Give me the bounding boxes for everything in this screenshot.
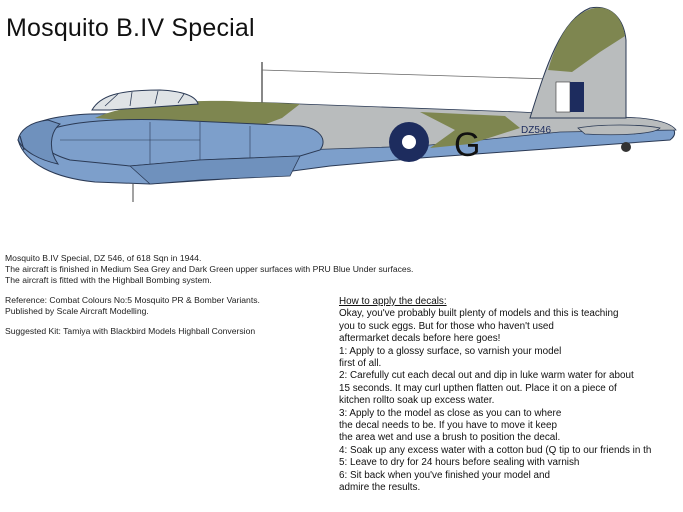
instruction-line: 6: Sit back when you've finished your model and xyxy=(339,469,551,481)
mosquito-side-profile xyxy=(0,0,683,240)
instruction-line: the area wet and use a brush to position the decal. xyxy=(339,432,561,444)
reference-line-1: Reference: Combat Colours No:5 Mosquito PR & Bomber Variants. xyxy=(5,295,260,305)
info-line-1: Mosquito B.IV Special, DZ 546, of 618 Sqn in 1944. xyxy=(5,253,202,263)
instruction-line: 2: Carefully cut each decal out and dip in luke warm water for about xyxy=(339,370,634,382)
instruction-line: admire the results. xyxy=(339,482,421,494)
code-letter: G xyxy=(454,126,481,164)
decal-instructions xyxy=(339,296,683,495)
instruction-line: first of all. xyxy=(339,358,382,370)
instruction-line: 3: Apply to the model as close as you can to where xyxy=(339,407,562,419)
instruction-line: the decal needs to be. If you have to move it keep xyxy=(339,420,557,432)
info-line-3: The aircraft is fitted with the Highball Bombing system. xyxy=(5,275,212,285)
instruction-line: 4: Soak up any excess water with a cotton bud (Q tip to our friends in th xyxy=(339,444,652,456)
instruction-line: Okay, you've probably built plenty of models and this is teaching xyxy=(339,308,619,320)
instructions-heading: How to apply the decals: xyxy=(339,296,447,307)
aircraft-serial: DZ546 xyxy=(521,125,552,136)
instruction-line: aftermarket decals before here goes! xyxy=(339,333,501,345)
instruction-line: 1: Apply to a glossy surface, so varnish your model xyxy=(339,345,562,357)
aerial-wire xyxy=(262,62,582,104)
instruction-line: 15 seconds. It may curl upthen flatten out. Place it on a piece of xyxy=(339,382,617,394)
instruction-line: kitchen rollto soak up excess water. xyxy=(339,395,495,407)
info-line-2: The aircraft is finished in Medium Sea Grey and Dark Green upper surfaces with PRU Blue Under surfaces. xyxy=(5,264,414,274)
page-title: Mosquito B.IV Special xyxy=(6,14,255,42)
reference-line-2: Published by Scale Aircraft Modelling. xyxy=(5,306,149,316)
instruction-line: you to suck eggs. But for those who haven't used xyxy=(339,320,554,332)
instruction-line: 5: Leave to dry for 24 hours before sealing with varnish xyxy=(339,457,580,469)
tail-wheel xyxy=(621,142,631,152)
fuselage-roundel xyxy=(389,122,429,162)
fin-flash xyxy=(556,82,584,112)
suggested-kit: Suggested Kit: Tamiya with Blackbird Models Highball Conversion xyxy=(5,326,256,336)
